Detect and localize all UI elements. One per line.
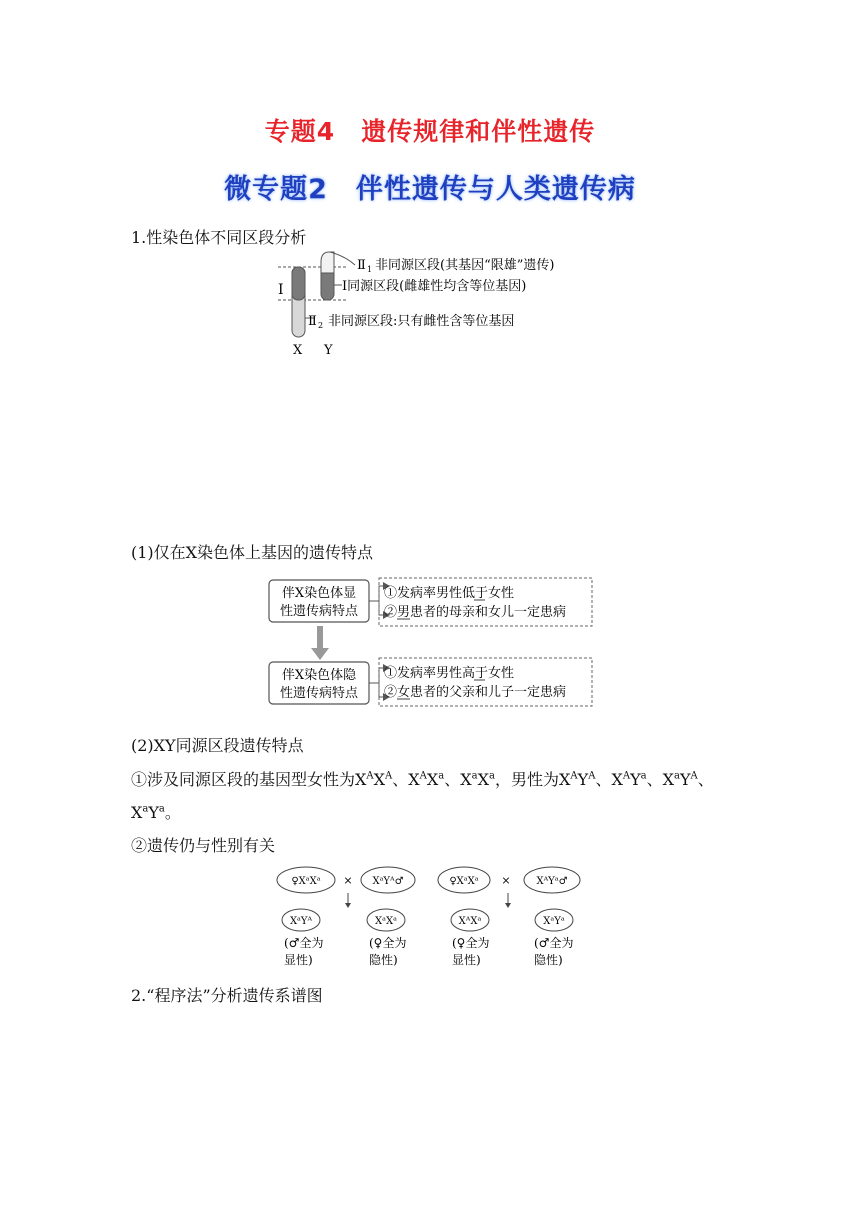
dominant-box-line1: 伴X染色体显: [281, 586, 357, 601]
label-y: Y: [324, 343, 333, 358]
cross2-parent-male: XᴬYᵃ♂: [536, 876, 568, 887]
cross1-offspring-1: XᵃYᴬ: [289, 916, 313, 927]
text-i: Ⅰ同源区段(雌雄性均含等位基因): [342, 279, 527, 294]
label-segment-i: Ⅰ: [278, 282, 284, 298]
sub-title: 微专题2 伴性遗传与人类遗传病: [224, 174, 636, 205]
genotypes-paragraph: ①涉及同源区段的基因型女性为$X^AX^A$、$X^AX^a$、$X^aX^a$，男性为$X^AY^A$、$X^AY^a$、$X^aY^A$、: [131, 770, 714, 789]
dominant-box-line2: 性遗传病特点: [279, 604, 359, 619]
text-ii1: 非同源区段(其基因“限雄”遗传): [375, 258, 555, 273]
y-nonhomologous-segment: [321, 252, 334, 273]
sub2-heading: (2)XY同源区段遗传特点: [131, 736, 304, 755]
cross2-note1b: 显性): [452, 953, 481, 967]
label-ii1: Ⅱ: [357, 258, 366, 273]
cross2-parent-female: ♀XᵃXᵃ: [449, 876, 479, 887]
cross1-note1b: 显性): [284, 953, 313, 967]
label-x: X: [293, 343, 303, 358]
label-ii2-sub: 2: [318, 321, 324, 330]
recessive-feature-1: ①发病率男性高于女性: [384, 666, 515, 681]
cross2-offspring-2: XᵃYᵃ: [543, 916, 565, 927]
dominant-feature-1: ①发病率男性低于女性: [384, 586, 515, 601]
cross1-note2b: 隐性): [369, 953, 398, 967]
cross2-times: ×: [501, 874, 511, 887]
text-ii2: 非同源区段:只有雌性含等位基因: [328, 314, 515, 329]
recessive-feature-2: ②女患者的父亲和儿子一定患病: [384, 685, 567, 700]
x-homologous-segment: [292, 267, 305, 300]
sex-chromosome-diagram: [270, 248, 610, 363]
cross2-offspring-1: XᴬXᵃ: [458, 916, 482, 927]
cross1-offspring-2: XᵃXᵃ: [375, 916, 397, 927]
genotypes-paragraph-cont: $X^aY^a$。: [131, 803, 181, 822]
sex-related-note: ②遗传仍与性别有关: [131, 836, 276, 855]
cross2-note1a: (♀全为: [452, 936, 490, 950]
cross-diagrams: [272, 862, 597, 972]
cross1-parent-female: ♀XᵃXᵃ: [291, 876, 321, 887]
dominant-feature-2: ②男患者的母亲和女儿一定患病: [384, 605, 567, 620]
label-ii1-sub: 1: [367, 265, 373, 274]
cross2-note2b: 隐性): [534, 953, 563, 967]
cross1-note2a: (♀全为: [369, 936, 407, 950]
cross1-note1a: (♂全为: [284, 936, 324, 950]
recessive-box-line2: 性遗传病特点: [279, 686, 359, 701]
cross-1: [277, 867, 415, 967]
inheritance-flowchart: [262, 574, 602, 714]
cross1-parent-male: XᵃYᴬ♂: [372, 876, 404, 887]
recessive-box-line1: 伴X染色体隐: [281, 668, 357, 683]
section2-heading: 2.“程序法”分析遗传系谱图: [131, 986, 323, 1005]
sub1-heading: (1)仅在X染色体上基因的遗传特点: [131, 543, 374, 562]
cross-2: [438, 867, 580, 967]
main-title: 专题4 遗传规律和伴性遗传: [264, 117, 596, 146]
section1-heading: 1.性染色体不同区段分析: [131, 228, 307, 247]
down-arrow-icon: [311, 648, 329, 660]
cross2-note2a: (♂全为: [534, 936, 574, 950]
label-ii2: Ⅱ: [308, 314, 317, 329]
cross1-times: ×: [343, 874, 353, 887]
